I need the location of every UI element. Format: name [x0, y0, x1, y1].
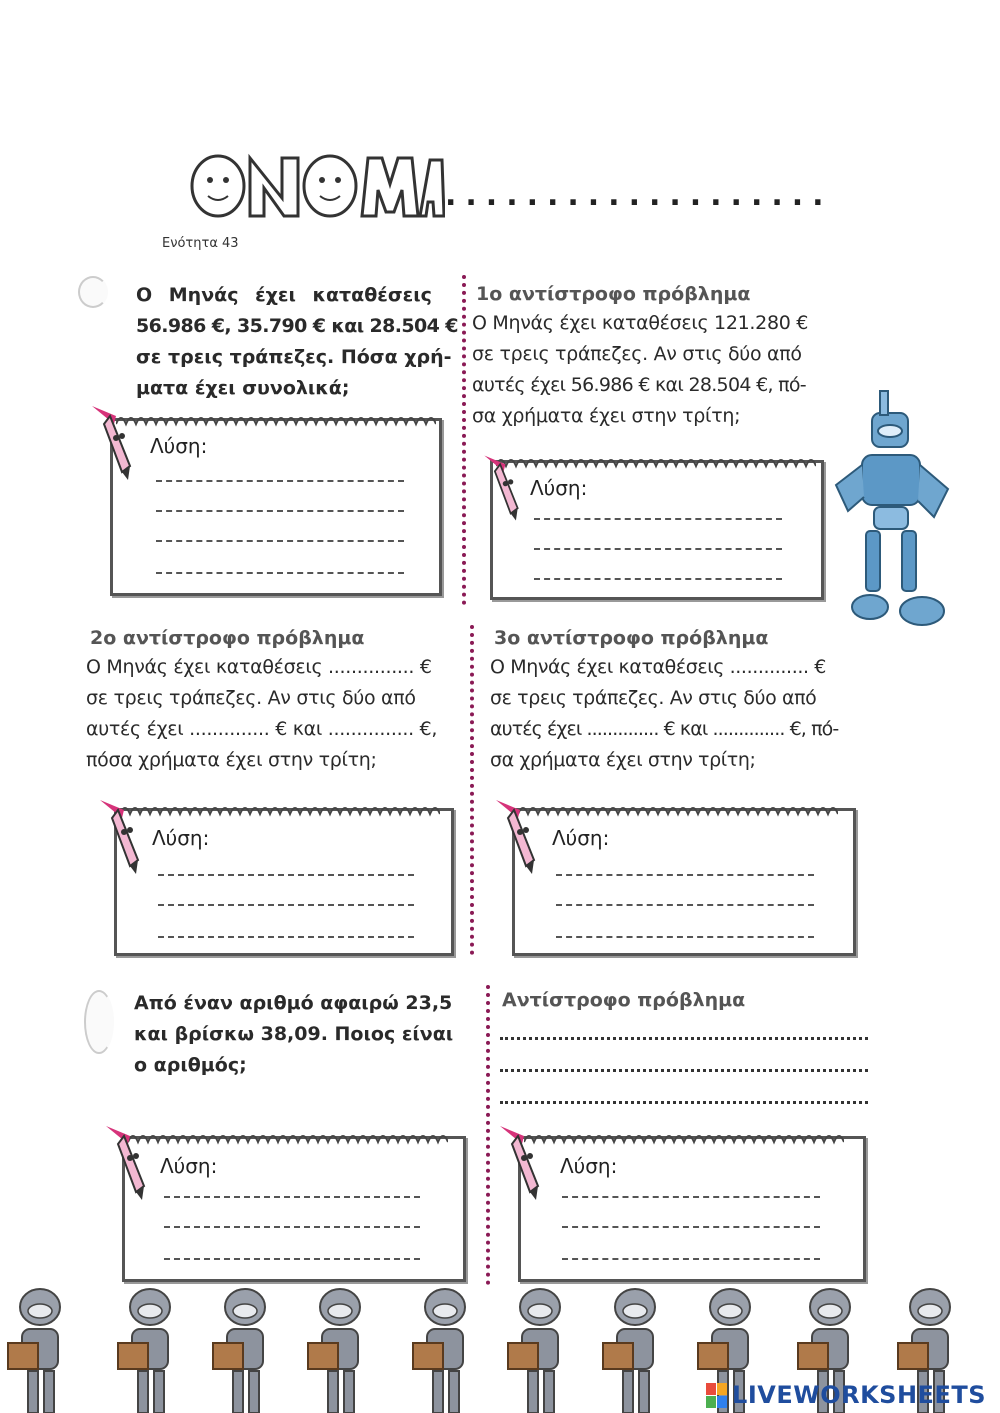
problem-3-line: πόσα χρήματα έχει στην τρίτη; — [86, 749, 377, 771]
problem-2-line: Ο Μηνάς έχει καταθέσεις 121.280 € — [472, 312, 809, 334]
answer-line[interactable] — [164, 1258, 420, 1260]
liveworksheets-watermark — [706, 1381, 986, 1409]
divider-bottom — [486, 985, 490, 1285]
problem-1-bullet — [78, 276, 108, 308]
solution-label: Λύση: — [160, 1154, 218, 1178]
divider-middle — [470, 625, 474, 955]
problem-3-line: Ο Μηνάς έχει καταθέσεις ............... € — [86, 656, 432, 678]
answer-line[interactable] — [556, 904, 814, 906]
pencil-icon — [490, 796, 540, 878]
answer-line[interactable] — [500, 1101, 868, 1104]
pencil-icon — [94, 796, 144, 878]
answer-line[interactable] — [158, 874, 414, 876]
problem-3-line: αυτές έχει .............. € και ............... €, — [86, 718, 438, 740]
solution-box-6 — [518, 1128, 866, 1282]
unit-label: Ενότητα 43 — [162, 236, 239, 251]
name-title-logo — [190, 150, 445, 220]
problem-5-line: Από έναν αριθμό αφαιρώ 23,5 — [134, 992, 453, 1014]
solution-box-5 — [122, 1128, 466, 1282]
answer-line[interactable] — [156, 510, 404, 512]
problem-2-text — [472, 308, 842, 432]
problem-4-title: 3ο αντίστροφο πρόβλημα — [494, 627, 769, 649]
problem-4-text — [490, 652, 890, 776]
answer-line[interactable] — [500, 1037, 868, 1040]
answer-line[interactable] — [156, 480, 404, 482]
answer-line[interactable] — [562, 1258, 820, 1260]
notepad-rings — [116, 410, 436, 428]
notepad-rings — [496, 452, 816, 470]
notepad-rings — [128, 1128, 448, 1146]
problem-1-text — [136, 280, 458, 404]
divider-top — [462, 275, 466, 605]
problem-1-line: 56.986 €, 35.790 € και 28.504 € — [136, 315, 458, 337]
answer-line[interactable] — [562, 1196, 820, 1198]
problem-2-line: αυτές έχει 56.986 € και 28.504 €, πό- — [472, 374, 806, 396]
solution-box-3 — [114, 800, 454, 956]
solution-label: Λύση: — [152, 826, 210, 850]
answer-line[interactable] — [156, 572, 404, 574]
problem-6-title: Αντίστροφο πρόβλημα — [502, 989, 746, 1011]
answer-line[interactable] — [534, 578, 782, 580]
answer-line[interactable] — [158, 936, 414, 938]
problem-1-line: ματα έχει συνολικά; — [136, 377, 350, 399]
answer-line[interactable] — [156, 540, 404, 542]
liveworksheets-logo-icon — [706, 1383, 728, 1409]
problem-1-line: σε τρεις τράπεζες. Πόσα χρή- — [136, 346, 452, 368]
name-fill-line[interactable]: ................... — [445, 178, 833, 213]
problem-4-line: Ο Μηνάς έχει καταθέσεις .............. € — [490, 656, 826, 678]
problem-4-line: σα χρήματα έχει στην τρίτη; — [490, 749, 756, 771]
pencil-icon — [100, 1122, 150, 1204]
pencil-icon — [494, 1122, 544, 1204]
notepad-rings — [524, 1128, 844, 1146]
watermark-text: LIVEWORKSHEETS — [732, 1381, 986, 1409]
problem-5-line: και βρίσκω 38,09. Ποιος είναι — [134, 1023, 454, 1045]
solution-label: Λύση: — [552, 826, 610, 850]
problem-3-line: σε τρεις τράπεζες. Αν στις δύο από — [86, 687, 416, 709]
answer-line[interactable] — [164, 1196, 420, 1198]
problem-1-line: Ο Μηνάς έχει καταθέσεις — [136, 284, 432, 306]
solution-box-1 — [110, 410, 442, 596]
solution-label: Λύση: — [530, 476, 588, 500]
problem-2-line: σε τρεις τράπεζες. Αν στις δύο από — [472, 343, 802, 365]
problem-3-text — [86, 652, 466, 776]
pencil-icon — [478, 452, 524, 524]
problem-5-text — [134, 988, 480, 1081]
answer-line[interactable] — [158, 904, 414, 906]
notepad-rings — [120, 800, 440, 818]
answer-line[interactable] — [164, 1226, 420, 1228]
robot-illustration — [826, 385, 956, 635]
problem-5-bullet — [84, 990, 114, 1054]
solution-label: Λύση: — [150, 434, 208, 458]
notepad-rings — [518, 800, 838, 818]
problem-2-line: σα χρήματα έχει στην τρίτη; — [472, 405, 741, 427]
problem-3-title: 2ο αντίστροφο πρόβλημα — [90, 627, 365, 649]
answer-line[interactable] — [500, 1069, 868, 1072]
solution-box-4 — [512, 800, 856, 956]
solution-label: Λύση: — [560, 1154, 618, 1178]
answer-line[interactable] — [556, 936, 814, 938]
pencil-icon — [86, 402, 136, 484]
problem-2-title: 1ο αντίστροφο πρόβλημα — [476, 283, 751, 305]
answer-line[interactable] — [556, 874, 814, 876]
answer-line[interactable] — [562, 1226, 820, 1228]
problem-4-line: αυτές έχει .............. € και .............. €, πό- — [490, 718, 839, 740]
solution-box-2 — [490, 452, 824, 600]
problem-5-line: ο αριθμός; — [134, 1054, 247, 1076]
problem-4-line: σε τρεις τράπεζες. Αν στις δύο από — [490, 687, 817, 709]
answer-line[interactable] — [534, 548, 782, 550]
answer-line[interactable] — [534, 518, 782, 520]
